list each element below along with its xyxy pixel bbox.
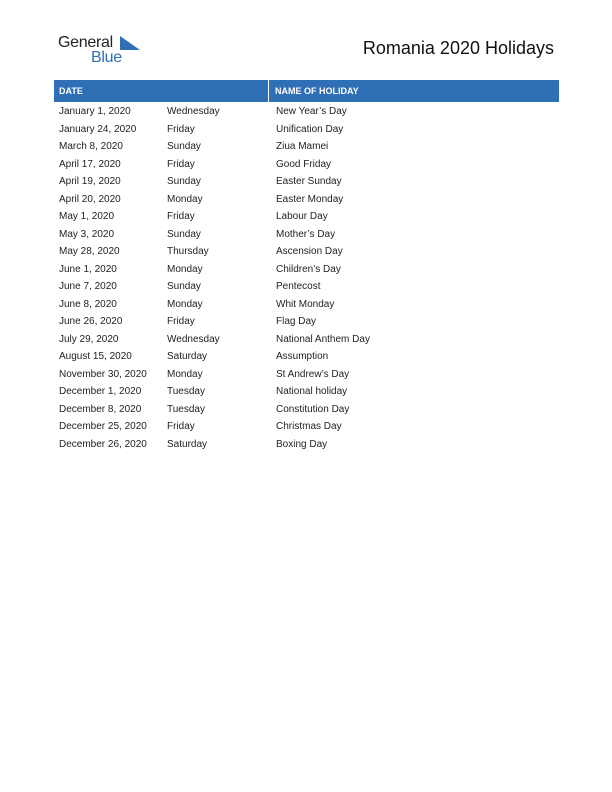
logo-text-general: General — [58, 34, 113, 51]
holiday-date: June 7, 2020 — [59, 281, 117, 293]
table-row — [54, 173, 559, 191]
column-header-date: DATE — [54, 80, 269, 102]
holiday-weekday: Sunday — [167, 228, 201, 240]
holiday-name: National holiday — [276, 386, 348, 398]
holiday-weekday: Friday — [167, 123, 195, 135]
holiday-weekday: Monday — [167, 368, 203, 380]
table-row — [54, 226, 559, 244]
page-title: Romania 2020 Holidays — [362, 38, 554, 58]
holiday-name: Whit Monday — [276, 298, 335, 310]
holiday-date: June 8, 2020 — [59, 298, 117, 310]
table-row — [54, 278, 559, 296]
table-row — [54, 243, 559, 261]
holiday-date: January 24, 2020 — [59, 123, 137, 135]
holiday-weekday: Monday — [167, 193, 203, 205]
table-row — [54, 208, 559, 226]
holiday-weekday: Monday — [167, 263, 203, 275]
holiday-name: Constitution Day — [276, 403, 350, 415]
table-body — [54, 103, 559, 453]
holiday-weekday: Friday — [167, 211, 195, 223]
table-row — [54, 121, 559, 139]
holiday-date: December 25, 2020 — [59, 421, 147, 433]
holiday-date: December 8, 2020 — [59, 403, 142, 415]
holiday-date: April 20, 2020 — [59, 193, 121, 205]
holiday-date: January 1, 2020 — [59, 106, 131, 118]
table-row — [54, 156, 559, 174]
table-row — [54, 383, 559, 401]
holiday-name: Good Friday — [276, 158, 332, 170]
holiday-weekday: Saturday — [167, 438, 208, 450]
holiday-weekday: Sunday — [167, 281, 201, 293]
holiday-name: New Year’s Day — [276, 106, 347, 118]
holiday-date: June 1, 2020 — [59, 263, 117, 275]
brand-logo — [58, 34, 148, 68]
holiday-date: March 8, 2020 — [59, 141, 123, 153]
holiday-name: Ascension Day — [276, 246, 343, 258]
holiday-date: April 19, 2020 — [59, 176, 121, 188]
holiday-weekday: Saturday — [167, 351, 208, 363]
holiday-weekday: Friday — [167, 158, 195, 170]
table-row — [54, 103, 559, 121]
blue-triangle-flag-icon — [120, 36, 140, 50]
holiday-weekday: Friday — [167, 421, 195, 433]
holiday-name: Mother’s Day — [276, 228, 336, 240]
holiday-weekday: Tuesday — [167, 386, 205, 398]
holiday-weekday: Wednesday — [167, 333, 220, 345]
holiday-date: May 28, 2020 — [59, 246, 120, 258]
holiday-name: Ziua Mamei — [276, 141, 329, 153]
table-header — [54, 80, 559, 102]
holiday-name: Labour Day — [276, 211, 328, 223]
holiday-date: August 15, 2020 — [59, 351, 132, 363]
table-row — [54, 261, 559, 279]
holiday-name: Boxing Day — [276, 438, 328, 450]
logo-text-blue: Blue — [91, 49, 122, 66]
holiday-date: May 3, 2020 — [59, 228, 115, 240]
table-row — [54, 138, 559, 156]
table-row — [54, 418, 559, 436]
holiday-weekday: Wednesday — [167, 106, 220, 118]
table-row — [54, 348, 559, 366]
table-row — [54, 313, 559, 331]
holiday-name: Easter Monday — [276, 193, 344, 205]
table-row — [54, 366, 559, 384]
table-row — [54, 331, 559, 349]
holiday-date: December 26, 2020 — [59, 438, 147, 450]
holiday-date: April 17, 2020 — [59, 158, 121, 170]
holiday-weekday: Tuesday — [167, 403, 205, 415]
holiday-name: National Anthem Day — [276, 333, 370, 345]
holiday-weekday: Monday — [167, 298, 203, 310]
holiday-date: June 26, 2020 — [59, 316, 123, 328]
table-row — [54, 401, 559, 419]
holiday-date: July 29, 2020 — [59, 333, 119, 345]
holiday-date: November 30, 2020 — [59, 368, 147, 380]
holiday-weekday: Sunday — [167, 141, 201, 153]
table-row — [54, 436, 559, 454]
holiday-name: Pentecost — [276, 281, 321, 293]
holiday-weekday: Thursday — [167, 246, 209, 258]
holiday-date: May 1, 2020 — [59, 211, 115, 223]
holiday-table — [54, 80, 559, 453]
table-row — [54, 191, 559, 209]
holiday-weekday: Friday — [167, 316, 195, 328]
holiday-date: December 1, 2020 — [59, 386, 142, 398]
holiday-name: St Andrew’s Day — [276, 368, 350, 380]
holiday-name: Children’s Day — [276, 263, 341, 275]
holiday-name: Flag Day — [276, 316, 317, 328]
holiday-name: Unification Day — [276, 123, 344, 135]
holiday-name: Easter Sunday — [276, 176, 342, 188]
holiday-weekday: Sunday — [167, 176, 201, 188]
column-header-holiday-name: NAME OF HOLIDAY — [275, 86, 359, 96]
holiday-name: Christmas Day — [276, 421, 342, 433]
table-row — [54, 296, 559, 314]
holiday-name: Assumption — [276, 351, 329, 363]
